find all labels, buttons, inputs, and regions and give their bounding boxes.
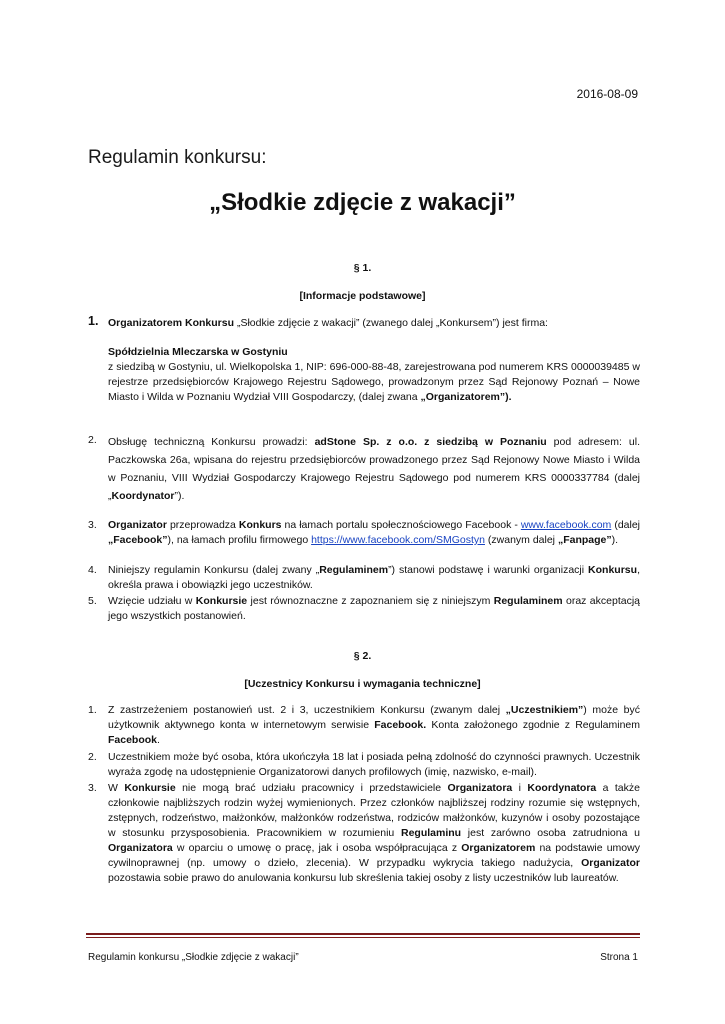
item-number: 1. [88,704,97,716]
text-span: „Słodkie zdjęcie z wakacji” (zwanego dalej „Konkursem”) jest firma: [234,317,548,329]
text-span: przeprowadza [166,519,239,531]
section1-item5 [108,594,640,624]
text-span: Konta założonego zgodnie z Regulaminem [426,719,641,731]
bold-term: Organizatora [447,782,513,794]
bold-term: Facebook [108,734,158,746]
text-span: ”). [174,490,185,502]
document-subtitle: Regulamin konkursu: [88,147,267,168]
section1-item3 [108,518,640,548]
item-number: 2. [88,434,97,446]
item-number: 3. [88,782,97,794]
bold-term: Organizator [581,857,640,869]
section1-item1-intro [108,316,640,331]
bold-term: Konkursie [195,595,248,607]
text-span: a także członkowie najbliższych rodzin wyżej wymienionych. Przez członków najbliższej rodziny rozumie się wstępnych, zstępnych, rodzeństwo, małżonków, małżonków rodzeństwa, rodziców małżonków, kuzynów i osoby pozostające w stosunku przysposobienia. Pracownikiem w rozumieniu [108,782,640,839]
bold-term: Organizatorem [461,842,536,854]
text-span: (zwanym dalej [484,534,558,546]
item-number: 3. [88,519,97,531]
bold-term: adStone Sp. z o.o. z siedzibą w Poznaniu [314,436,547,448]
text-span: oraz akceptacją jego wszystkich postanowień. [108,595,640,622]
item-number: 1. [88,314,99,328]
bold-term: Regulaminu [400,827,462,839]
text-span: Wzięcie udziału w [108,595,196,607]
text-span: nie mogą brać udziału pracownicy i przedstawiciele [175,782,448,794]
text-span: ) może być użytkownik aktywnego konta w internetowym serwisie [108,704,640,731]
bold-term: „Uczestnikiem” [505,704,584,716]
text-span: Niniejszy regulamin Konkursu (dalej zwany „ [108,564,320,576]
text-span: pod adresem: ul. Paczkowska 26a, wpisana do rejestru przedsiębiorców prowadzonego przez Sąd Rejonowy Nowe Miasto i Wilda w Poznaniu, VIII Wydział Gospodarczy Krajowego Rejestru Sądowego pod numerem KRS 0000337784 (dalej „ [108,436,640,502]
bold-term: Regulaminem [319,564,389,576]
footer-title: Regulamin konkursu „Słodkie zdjęcie z wakacji” [88,952,299,963]
text-span: na podstawie umowy cywilnoprawnej (np. umowy o dzieło, zlecenia). W przypadku wykrycia takiego nadużycia, [108,842,640,869]
bold-term: „Fanpage” [557,534,612,546]
section1-heading: [Informacje podstawowe] [299,290,426,302]
text-span: na łamach portalu społecznościowego Facebook - [281,519,521,531]
document-title: „Słodkie zdjęcie z wakacji” [209,189,516,216]
bold-term: Organizatora [108,842,173,854]
section2-symbol: § 2. [353,650,372,662]
item-number: 5. [88,595,97,607]
section1-item2 [108,433,640,505]
bold-term: Organizator [108,519,167,531]
bold-term: Regulaminem [493,595,563,607]
text-span: ”) stanowi podstawę i warunki organizacji [388,564,589,576]
text-span: Z zastrzeżeniem postanowień ust. 2 i 3, uczestnikiem Konkursu (zwanym dalej [108,704,506,716]
text-span: i [512,782,528,794]
section1-item1-details [108,360,640,405]
bold-term: Konkurs [238,519,282,531]
bold-term: Konkursie [124,782,176,794]
bold-term: Konkursu [588,564,638,576]
document-date: 2016-08-09 [576,87,638,101]
text-span: jest równoznaczne z zapoznaniem się z niniejszym [247,595,494,607]
text-span: Obsługę techniczną Konkursu prowadzi: [108,436,315,448]
section1-item1-company [108,345,640,360]
bold-term: Organizatorem Konkursu [108,317,235,329]
bold-term: Koordynator [111,490,175,502]
page-number: Strona 1 [600,952,638,963]
text-span: (dalej [611,519,640,531]
section2-item1 [108,703,640,748]
bold-term: „Facebook” [108,534,168,546]
section2-heading: [Uczestnicy Konkursu i wymagania techniczne] [244,678,481,690]
bold-term: Facebook. [374,719,427,731]
text-span: ). [611,534,619,546]
bold-term: Koordynatora [527,782,597,794]
text-span: , określa prawa i obowiązki jego uczestników. [108,564,640,591]
section1-symbol: § 1. [353,262,372,274]
fanpage-link[interactable]: https://www.facebook.com/SMGostyn [311,534,485,546]
footer-divider-thin [86,937,640,938]
item-number: 2. [88,751,97,763]
item-number: 4. [88,564,97,576]
section2-item2: Uczestnikiem może być osoba, która ukończyła 18 lat i posiada pełną zdolność do czynności prawnych. Uczestnik wyraża zgodę na udostępnienie Organizatorowi danych profilowych (imię, nazwisko, e-mail). [108,751,640,778]
section1-item4 [108,563,640,593]
text-span: pozostawia sobie prawo do anulowania konkursu lub skreślenia takiej osoby z listy uczestników lub laureatów. [108,872,619,884]
bold-term: „Organizatorem”). [420,391,512,403]
footer-divider [86,933,640,935]
facebook-link[interactable]: www.facebook.com [520,519,612,531]
text-span: jest zarówno osoba zatrudniona u [461,827,640,839]
text-span: . [157,734,160,746]
company-name: Spółdzielnia Mleczarska w Gostyniu [108,346,288,358]
text-span: w oparciu o umowę o pracę, jak i osoba współpracująca z [172,842,462,854]
section2-item3 [108,781,640,886]
text-span: W [108,782,125,794]
text-span: ), na łamach profilu firmowego [167,534,312,546]
text-span: z siedzibą w Gostyniu, ul. Wielkopolska 1, NIP: 696-000-88-48, zarejestrowana pod numerem KRS 0000039485 w rejestrze przedsiębiorców Krajowego Rejestru Sądowego, prowadzonym przez Sąd Rejonowy Poznań – Nowe Miasto i Wilda w Poznaniu Wydział VIII Gospodarczy, (dalej zwana [108,361,640,403]
